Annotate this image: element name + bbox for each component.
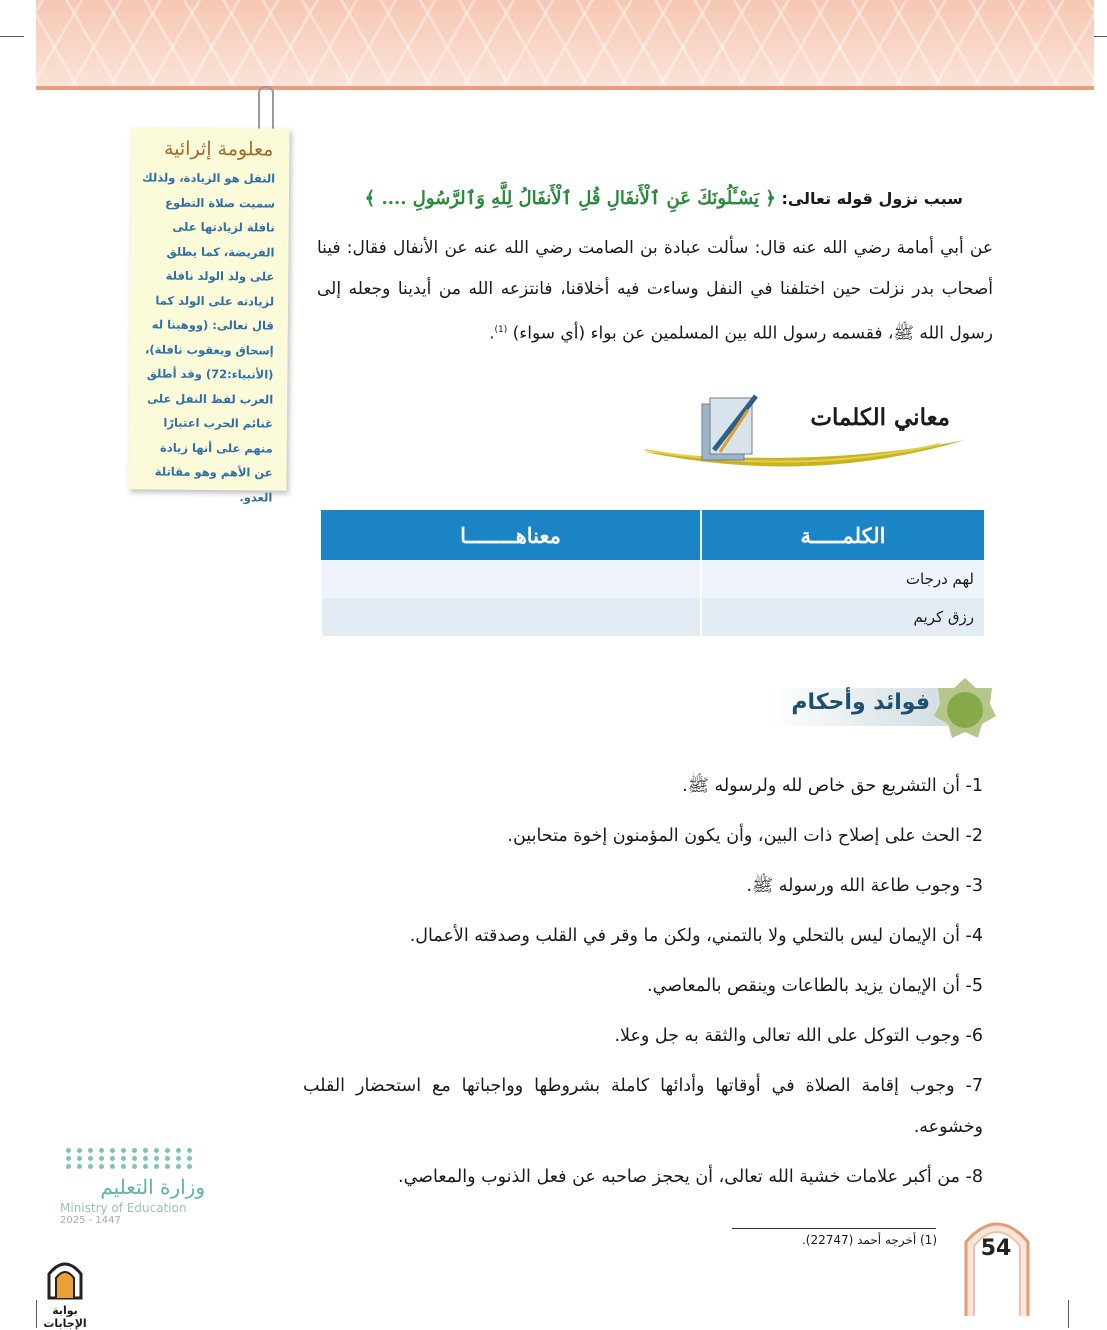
list-item: 2- الحث على إصلاح ذات البين، وأن يكون المؤمنون إخوة متحابين. <box>507 826 983 846</box>
quran-verse: ﴿ يَسْـَٔلُونَكَ عَنِ ٱلْأَنفَالِ قُلِ ٱلْأَنفَالُ لِلَّهِ وَٱلرَّسُولِ .... ﴾ <box>364 188 776 209</box>
ministry-name-english: Ministry of Education <box>60 1201 187 1215</box>
revelation-paragraph: عن أبي أمامة رضي الله عنه قال: سألت عبادة بن الصامت رضي الله عنه عن الأنفال فقال: فينا أصحاب بدر نزلت حين اختلفنا في النفل وساءت فيه أخلاقنا، فانتزعه الله من أيدينا وجعله إلى رسول الله ﷺ، فقسمه رسول الله بين المسلمين عن بواء (أي سواء) $^{(1)}$. <box>317 238 993 344</box>
footnote-ref: (1) <box>494 325 508 335</box>
ministry-years: 2025 - 1447 <box>60 1215 121 1226</box>
word-cell: رزق كريم <box>701 598 984 636</box>
header-divider <box>36 86 1094 90</box>
watermark <box>30 1256 100 1330</box>
ministry-name-arabic: وزارة التعليم <box>100 1175 205 1199</box>
page-number: 54 <box>980 1236 1012 1261</box>
list-item: 5- أن الإيمان يزيد بالطاعات وينقص بالمعاصي. <box>647 976 983 996</box>
list-item: 4- أن الإيمان ليس بالتحلي ولا بالتمني، ولكن ما وقر في القلب وصدقته الأعمال. <box>409 926 983 946</box>
ministry-dots-icon <box>66 1148 205 1169</box>
footnote-divider <box>732 1228 936 1229</box>
octagon-badge-icon <box>932 676 998 742</box>
word-meanings-title: معاني الكلمات <box>810 404 950 431</box>
footnote: (1) أخرجه أحمد (22747). <box>801 1233 937 1247</box>
word-meanings-heading <box>640 390 970 480</box>
revelation-text: عن أبي أمامة رضي الله عنه قال: سألت عبادة بن الصامت رضي الله عنه عن الأنفال فقال: فينا أصحاب بدر نزلت حين اختلفنا في النفل وساءت فيه أخلاقنا، فانتزعه الله من أيدينا وجعله إلى رسول الله ﷺ، فقسمه رسول الله بين المسلمين عن بواء (أي سواء) <box>317 238 993 344</box>
arch-logo-icon <box>43 1256 87 1300</box>
revelation-line <box>303 188 963 209</box>
watermark-text: بوابة الإجابات <box>43 1304 87 1330</box>
list-item: 3- وجوب طاعة الله ورسوله ﷺ. <box>746 876 983 896</box>
header-banner <box>36 0 1094 86</box>
ministry-logo <box>60 1148 205 1226</box>
crop-mark <box>1068 1300 1069 1328</box>
table-row <box>321 560 984 598</box>
table-header-row <box>321 510 984 560</box>
word-meanings-table <box>320 510 984 636</box>
page-tab-icon <box>964 1212 1030 1316</box>
enrichment-note-body: النفل هو الزيادة، ولذلك سميت صلاة التطوع نافلة لزيادتها على الفريضة، كما يطلق على ولد الولد نافلة لزيادته على الولد كما قال تعالى: (ووهبنا له إسحاق ويعقوب نافلة)، (الأنبياء:72) وقد أطلق العرب لفظ النفل على غنائم الحرب اعتبارًا منهم على أنها زيادة عن الأهم وهو مقاتلة العدو. <box>142 170 276 505</box>
word-cell: لهم درجات <box>701 560 984 598</box>
benefits-list <box>303 766 983 1207</box>
revelation-label: سبب نزول قوله تعالى: <box>781 189 963 208</box>
enrichment-note <box>128 127 289 505</box>
books-pen-icon <box>690 390 770 468</box>
meaning-cell[interactable] <box>321 560 701 598</box>
column-header-word: الكلمـــــة <box>701 510 984 560</box>
enrichment-note-title: معلومة إثرائية <box>163 137 274 161</box>
benefits-heading <box>770 670 1002 744</box>
list-item: 6- وجوب التوكل على الله تعالى والثقة به جل وعلا. <box>614 1026 983 1046</box>
benefits-title: فوائد وأحكام <box>791 690 930 715</box>
meaning-cell[interactable] <box>321 598 701 636</box>
list-item: 7- وجوب إقامة الصلاة في أوقاتها وأدائها كاملة بشروطها وواجباتها مع استحضار القلب وخشوعه. <box>303 1076 983 1137</box>
list-item: 8- من أكبر علامات خشية الله تعالى، أن يحجز صاحبه عن فعل الذنوب والمعاصي. <box>398 1167 983 1187</box>
list-item: 1- أن التشريع حق خاص لله ولرسوله ﷺ. <box>682 776 983 796</box>
crop-mark <box>0 36 24 37</box>
column-header-meaning: معناهــــــــا <box>321 510 701 560</box>
table-row <box>321 598 984 636</box>
